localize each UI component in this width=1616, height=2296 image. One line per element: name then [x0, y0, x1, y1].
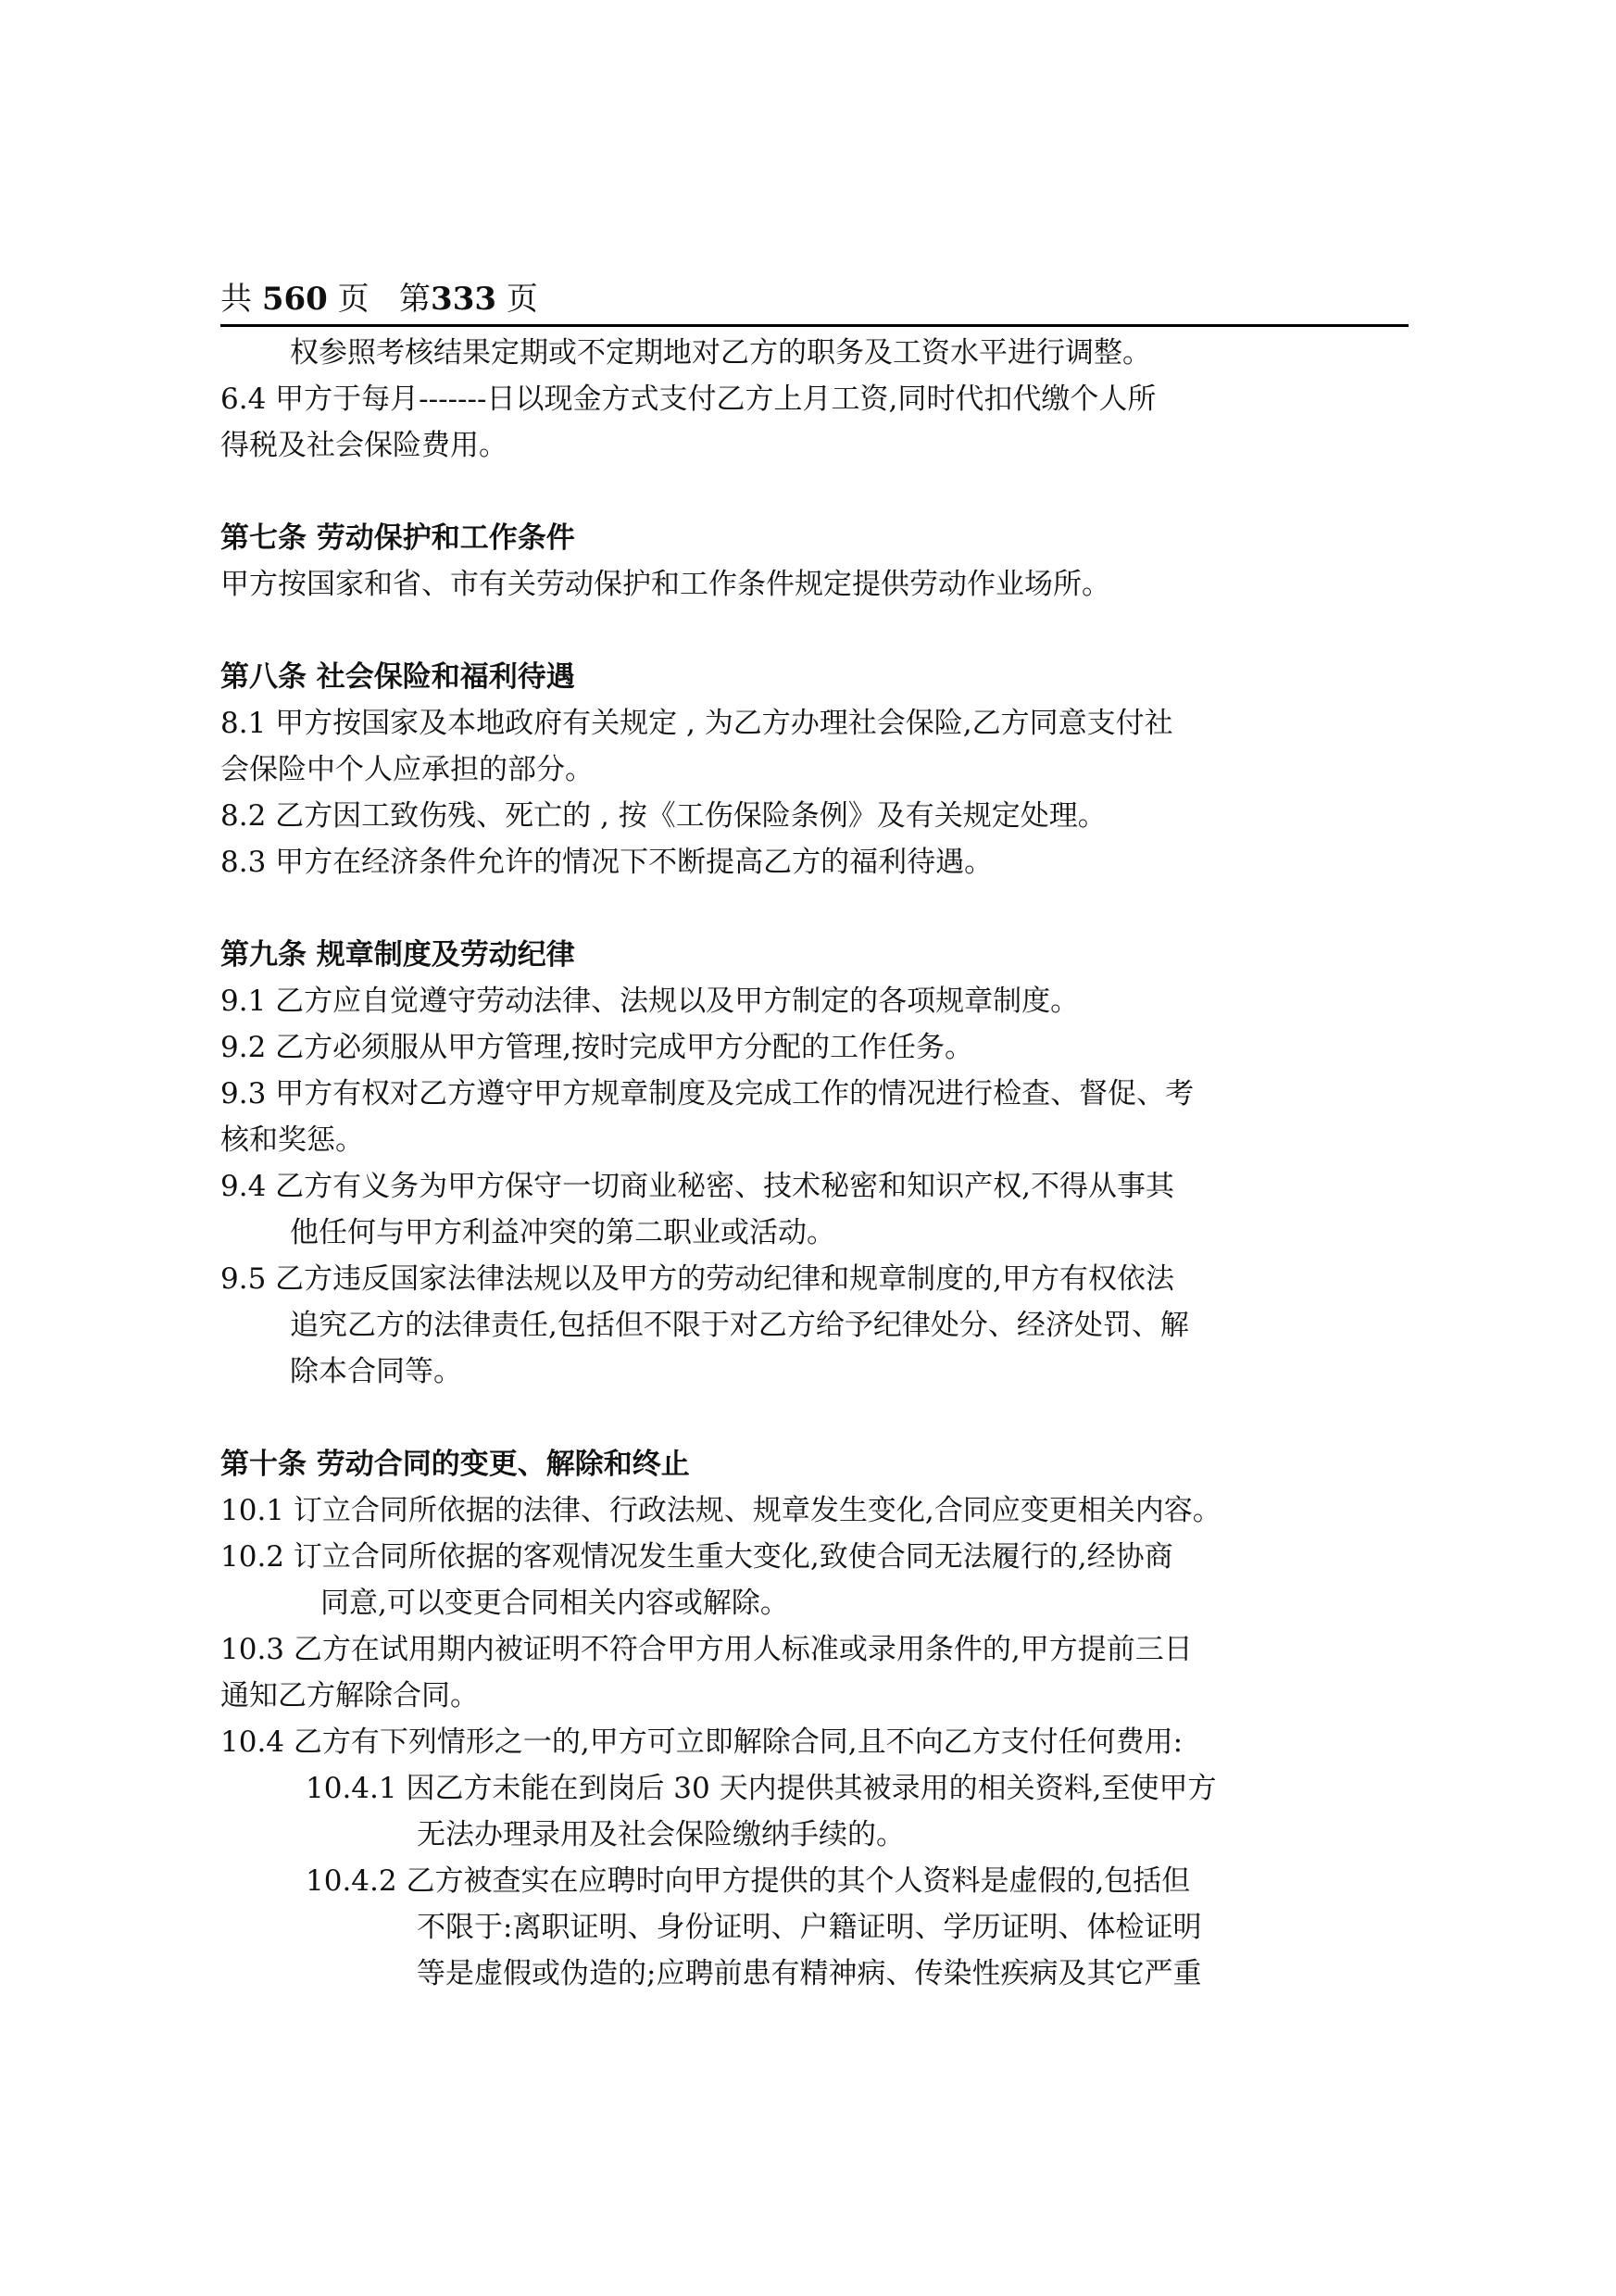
text-line: 通知乙方解除合同。: [220, 1679, 479, 1713]
current-page-suffix: 页: [506, 281, 538, 318]
clause-8-3: 8.3 甲方在经济条件允许的情况下不断提高乙方的福利待遇。: [220, 846, 994, 879]
current-page-number: 333: [431, 281, 497, 318]
total-pages-count: 560: [261, 281, 328, 318]
text-line: 他任何与甲方利益冲突的第二职业或活动。: [290, 1216, 835, 1249]
text-line: 无法办理录用及社会保险缴纳手续的。: [417, 1818, 905, 1851]
clause-10-2: 10.2 订立合同所依据的客观情况发生重大变化,致使合同无法履行的,经协商: [220, 1540, 1173, 1574]
text-line: 权参照考核结果定期或不定期地对乙方的职务及工资水平进行调整。: [290, 336, 1151, 370]
clause-9-2: 9.2 乙方必须服从甲方管理,按时完成甲方分配的工作任务。: [220, 1031, 974, 1064]
text-line: 得税及社会保险费用。: [220, 429, 507, 462]
page-header: [220, 278, 1409, 327]
total-pages-suffix: 页: [337, 281, 370, 318]
text-line: 核和奖惩。: [220, 1123, 364, 1157]
text-line: 不限于:离职证明、身份证明、户籍证明、学历证明、体检证明: [417, 1911, 1202, 1944]
clause-8-1: 8.1 甲方按国家及本地政府有关规定 , 为乙方办理社会保险,乙方同意支付社: [220, 707, 1173, 740]
clause-10-4-1: 10.4.1 因乙方未能在到岗后 30 天内提供其被录用的相关资料,至使甲方: [306, 1772, 1217, 1805]
clause-10-1: 10.1 订立合同所依据的法律、行政法规、规章发生变化,合同应变更相关内容。: [220, 1494, 1221, 1527]
document-body: [220, 330, 1409, 1997]
text-line: 同意,可以变更合同相关内容或解除。: [320, 1587, 789, 1620]
text-line: 会保险中个人应承担的部分。: [220, 753, 594, 786]
clause-9-3: 9.3 甲方有权对乙方遵守甲方规章制度及完成工作的情况进行检查、督促、考: [220, 1077, 1195, 1110]
article-10-heading: 第十条 劳动合同的变更、解除和终止: [220, 1448, 690, 1481]
article-8-heading: 第八条 社会保险和福利待遇: [220, 660, 575, 694]
clause-9-5: 9.5 乙方违反国家法律法规以及甲方的劳动纪律和规章制度的,甲方有权依法: [220, 1262, 1175, 1296]
current-page-prefix: 第: [399, 281, 432, 318]
text-line: 追究乙方的法律责任,包括但不限于对乙方给予纪律处分、经济处罚、解: [290, 1309, 1189, 1342]
clause-10-3: 10.3 乙方在试用期内被证明不符合甲方用人标准或录用条件的,甲方提前三日: [220, 1633, 1193, 1666]
clause-8-2: 8.2 乙方因工致伤残、死亡的 , 按《工伤保险条例》及有关规定处理。: [220, 799, 1107, 833]
clause-10-4-2: 10.4.2 乙方被查实在应聘时向甲方提供的其个人资料是虚假的,包括但: [306, 1864, 1191, 1898]
total-pages-prefix: 共: [220, 281, 252, 318]
text-line: 除本合同等。: [290, 1355, 462, 1388]
text-line: 甲方按国家和省、市有关劳动保护和工作条件规定提供劳动作业场所。: [220, 568, 1110, 601]
article-7-heading: 第七条 劳动保护和工作条件: [220, 521, 575, 555]
clause-6-4: 6.4 甲方于每月-------日以现金方式支付乙方上月工资,同时代扣代缴个人所: [220, 383, 1157, 416]
clause-9-1: 9.1 乙方应自觉遵守劳动法律、法规以及甲方制定的各项规章制度。: [220, 985, 1080, 1018]
article-9-heading: 第九条 规章制度及劳动纪律: [220, 938, 575, 972]
clause-10-4: 10.4 乙方有下列情形之一的,甲方可立即解除合同,且不向乙方支付任何费用:: [220, 1725, 1184, 1759]
text-line: 等是虚假或伪造的;应聘前患有精神病、传染性疾病及其它严重: [417, 1957, 1202, 1990]
clause-9-4: 9.4 乙方有义务为甲方保守一切商业秘密、技术秘密和知识产权,不得从事其: [220, 1170, 1175, 1203]
